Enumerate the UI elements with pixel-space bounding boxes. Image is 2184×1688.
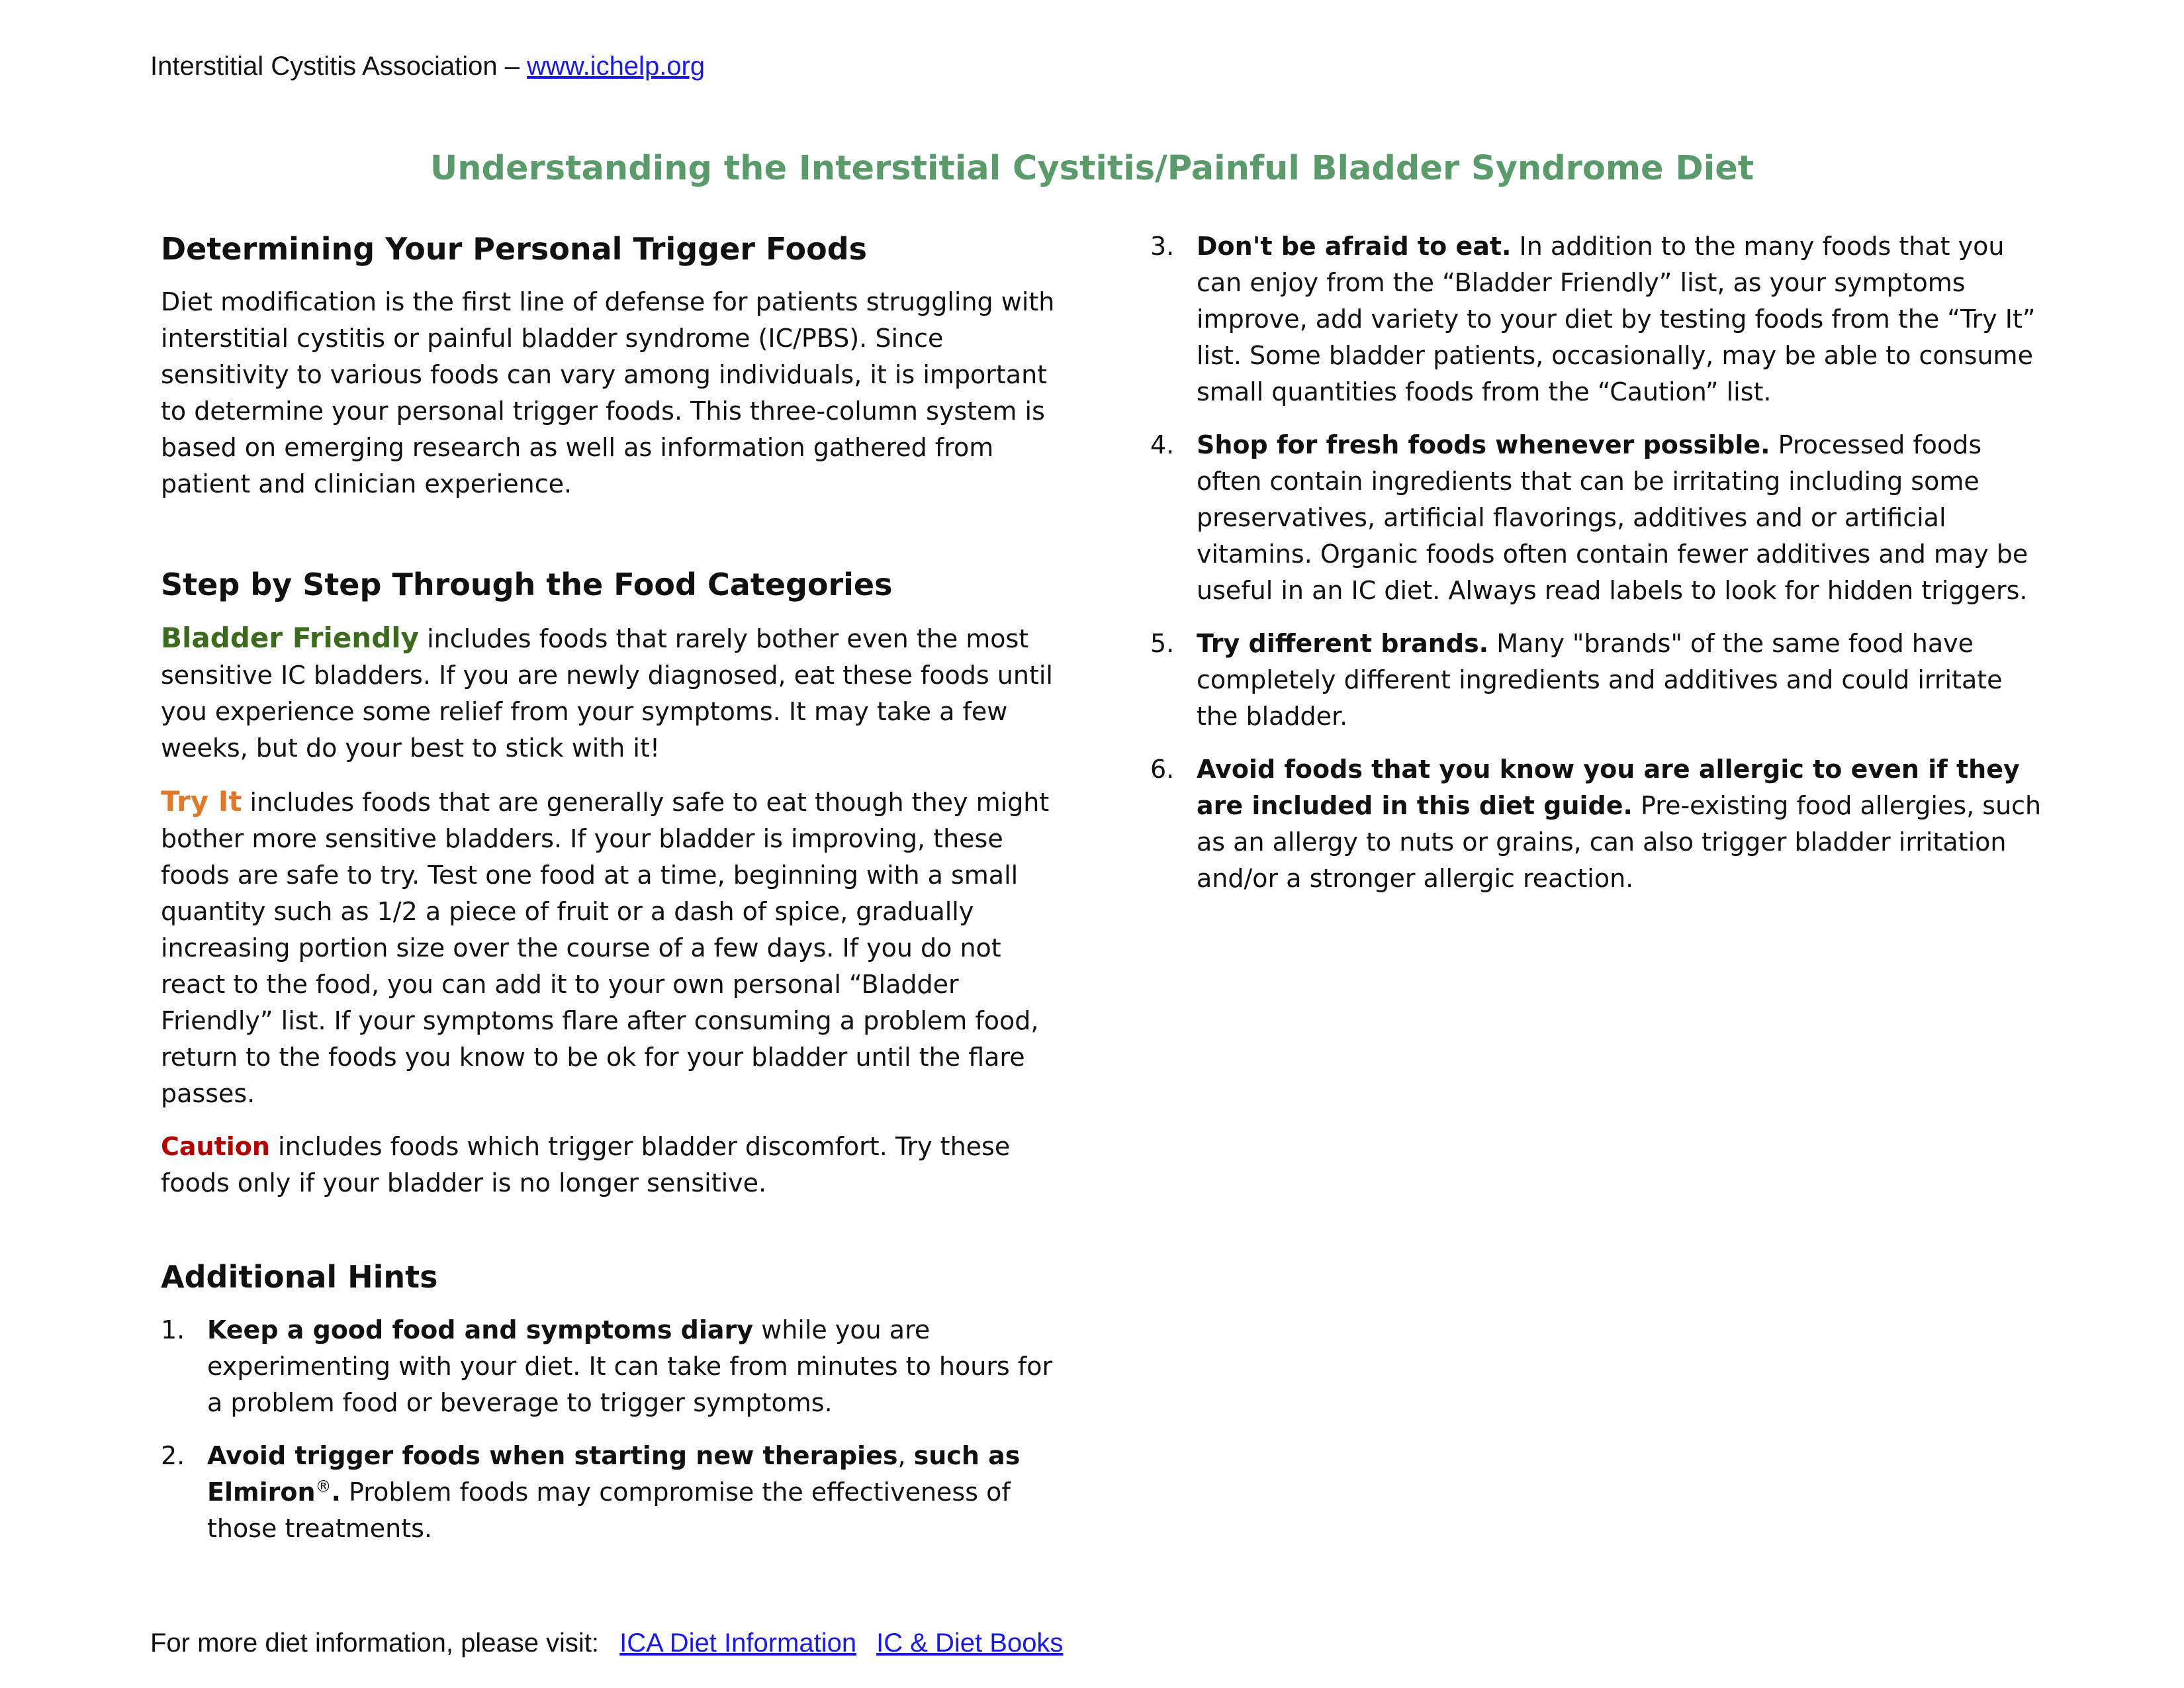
hints-list-left xyxy=(161,1312,1068,1547)
hint-mid: , xyxy=(897,1441,914,1470)
header-website-link[interactable]: www.ichelp.org xyxy=(527,52,705,81)
caution-label: Caution xyxy=(161,1132,270,1161)
hint-item xyxy=(161,1438,1068,1547)
hint-item xyxy=(1150,427,2050,609)
hint-bold: Avoid trigger foods when starting new therapies xyxy=(207,1441,898,1470)
ic-diet-books-link[interactable]: IC & Diet Books xyxy=(876,1628,1064,1658)
category-bladder-friendly xyxy=(161,620,1068,767)
bladder-friendly-text: includes foods that rarely bother even the most sensitive IC bladders. If you are newly diagnosed, eat these foods until you experience some relief from your symptoms. It may take a few weeks, but do your best to stick with it! xyxy=(161,624,1053,763)
ica-diet-information-link[interactable]: ICA Diet Information xyxy=(619,1628,857,1658)
hint-text: Pre-existing food allergies, such as an allergy to nuts or grains, can also trigger bladder irritation and/or a stronger allergic reaction. xyxy=(1197,791,2042,893)
registered-mark: ® xyxy=(315,1477,332,1496)
hint-bold-2: such as Elmiron xyxy=(207,1441,1021,1507)
hint-text: In addition to the many foods that you can enjoy from the “Bladder Friendly” list, as your symptoms improve, add variety to your diet by testing foods from the “Try It” list. Some bladder patients, occasionally, may be able to consume small quantities foods from the “Caution” list. xyxy=(1197,232,2036,406)
hint-bold-3: . xyxy=(331,1477,341,1507)
hint-number: 5. xyxy=(1150,629,1175,658)
bladder-friendly-label: Bladder Friendly xyxy=(161,622,420,654)
hints-list-right xyxy=(1150,228,2050,897)
header-org: Interstitial Cystitis Association – xyxy=(150,52,527,81)
caution-text: includes foods which trigger bladder discomfort. Try these foods only if your bladder is no longer sensitive. xyxy=(161,1132,1011,1197)
section-heading-trigger-foods: Determining Your Personal Trigger Foods xyxy=(161,231,868,267)
try-it-label: Try It xyxy=(161,785,242,818)
page-header xyxy=(150,52,705,81)
document-title: Understanding the Interstitial Cystitis/Painful Bladder Syndrome Diet xyxy=(430,149,1754,188)
section-body-trigger-foods: Diet modification is the first line of defense for patients struggling with interstitial cystitis or painful bladder syndrome (IC/PBS). Since sensitivity to various foods can vary among individuals, it is important to determine your personal trigger foods. This three-column system is based on emerging research as well as information gathered from patient and clinician experience. xyxy=(161,287,1055,498)
category-caution xyxy=(161,1129,1068,1201)
right-column xyxy=(1150,228,2050,914)
hint-item xyxy=(161,1312,1068,1421)
hint-bold: Keep a good food and symptoms diary xyxy=(207,1315,754,1344)
section-heading-food-categories: Step by Step Through the Food Categories xyxy=(161,567,893,602)
hint-number: 3. xyxy=(1150,232,1175,261)
hint-bold: Shop for fresh foods whenever possible. xyxy=(1197,430,1770,459)
hint-item xyxy=(1150,228,2050,410)
hint-text: Problem foods may compromise the effectiveness of those treatments. xyxy=(207,1477,1011,1543)
hint-text: while you are experimenting with your diet. It can take from minutes to hours for a problem food or beverage to trigger symptoms. xyxy=(207,1315,1053,1417)
hint-bold: Don't be afraid to eat. xyxy=(1197,232,1512,261)
footer-text: For more diet information, please visit: xyxy=(150,1628,607,1658)
hint-number: 1. xyxy=(161,1315,185,1344)
hint-number: 2. xyxy=(161,1441,185,1470)
page-footer xyxy=(150,1628,1063,1658)
hint-number: 4. xyxy=(1150,430,1175,459)
category-try-it xyxy=(161,783,1068,1112)
hint-text: Many "brands" of the same food have completely different ingredients and additives and could irritate the bladder. xyxy=(1197,629,2003,731)
hint-bold: Try different brands. xyxy=(1197,629,1489,658)
hint-text: Processed foods often contain ingredients that can be irritating including some preservatives, artificial flavorings, additives and or artificial vitamins. Organic foods often contain fewer additives and may be useful in an IC diet. Always read labels to look for hidden triggers. xyxy=(1197,430,2028,605)
hint-number: 6. xyxy=(1150,755,1175,784)
try-it-text: includes foods that are generally safe to eat though they might bother more sensitive bladders. If your bladder is improving, these foods are safe to try. Test one food at a time, beginning with a small quantity such as 1/2 a piece of fruit or a dash of spice, gradually increasing portion size over the course of a few days. If you do not react to the food, you can add it to your own personal “Bladder Friendly” list. If your symptoms flare after consuming a problem food, return to the foods you know to be ok for your bladder until the flare passes. xyxy=(161,788,1050,1108)
hint-bold: Avoid foods that you know you are allergic to even if they are included in this diet guide. xyxy=(1197,755,2020,820)
section-heading-additional-hints: Additional Hints xyxy=(161,1259,438,1295)
left-column xyxy=(161,228,1068,1564)
hint-item xyxy=(1150,626,2050,735)
hint-item xyxy=(1150,751,2050,897)
